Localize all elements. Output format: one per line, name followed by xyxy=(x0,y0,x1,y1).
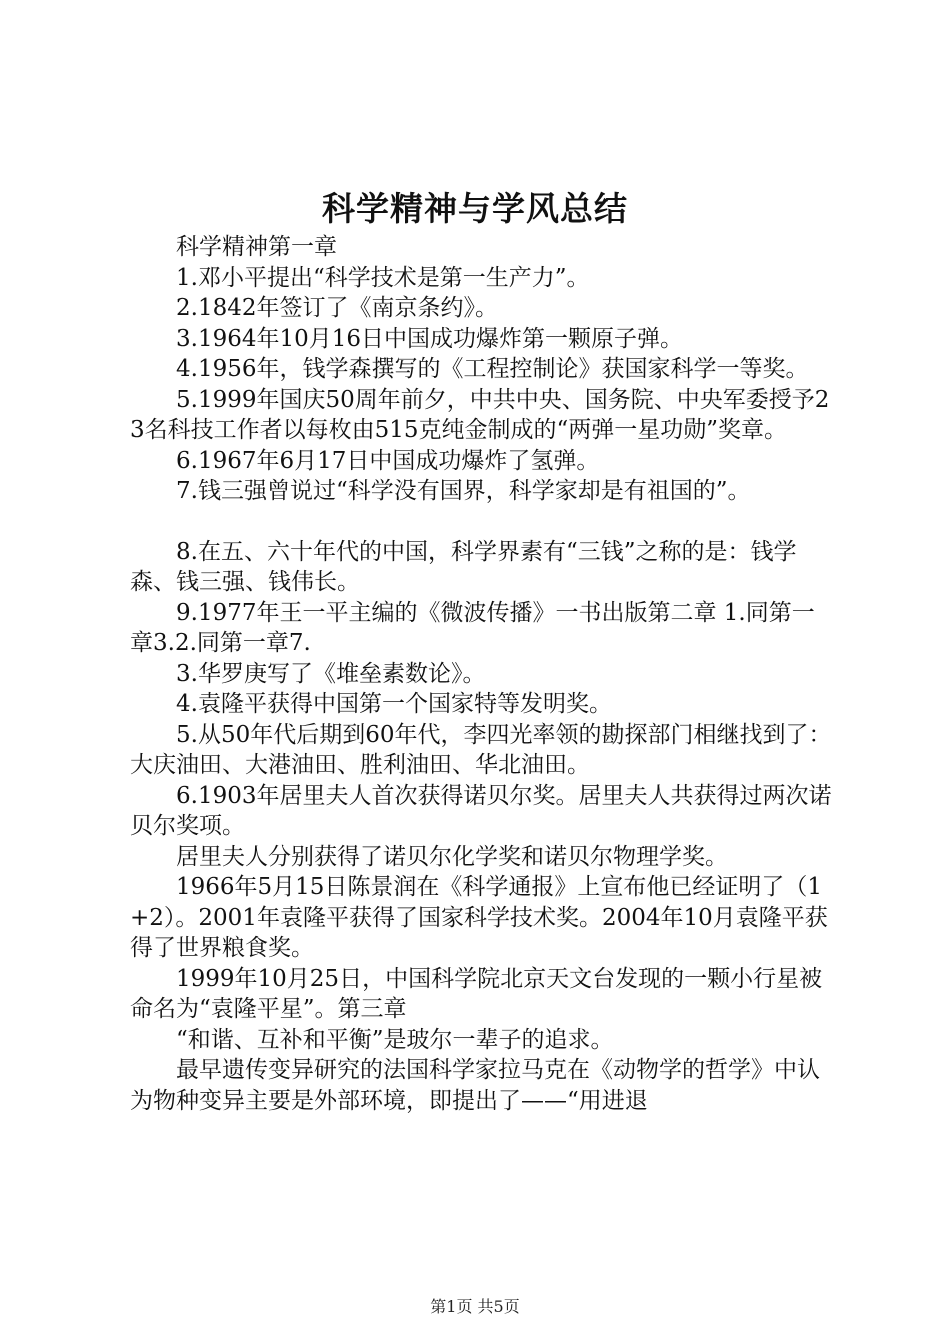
paragraph: 4.袁隆平获得中国第一个国家特等发明奖。 xyxy=(176,691,612,717)
paragraph: 9.1977年王一平主编的《微波传播》一书出版第二章 1.同第一章3.2.同第一章7. xyxy=(130,599,815,656)
paragraph: 最早遗传变异研究的法国科学家拉马克在《动物学的哲学》中认为物种变异主要是外部环境，即提出了——“用进退 xyxy=(130,1057,820,1114)
paragraph: 7.钱三强曾说过“科学没有国界，科学家却是有祖国的”。 xyxy=(176,478,751,504)
document-body xyxy=(130,232,832,1116)
paragraph: 1966年5月15日陈景润在《科学通报》上宣布他已经证明了（1+2）。2001年袁隆平获得了国家科学技术奖。2004年10月袁隆平获得了世界粮食奖。 xyxy=(130,874,828,961)
blank-line xyxy=(130,507,832,537)
paragraph: 4.1956年，钱学森撰写的《工程控制论》获国家科学一等奖。 xyxy=(176,356,809,382)
paragraph: “和谐、互补和平衡”是玻尔一辈子的追求。 xyxy=(176,1026,614,1053)
paragraph: 6.1967年6月17日中国成功爆炸了氢弹。 xyxy=(176,447,600,474)
paragraph: 居里夫人分别获得了诺贝尔化学奖和诺贝尔物理学奖。 xyxy=(176,843,728,870)
paragraph: 1999年10月25日，中国科学院北京天文台发现的一颗小行星被命名为“袁隆平星”。第三章 xyxy=(130,965,823,1022)
paragraph: 5.从50年代后期到60年代，李四光率领的勘探部门相继找到了：大庆油田、大港油田、胜利油田、华北油田。 xyxy=(130,721,832,778)
chapter-heading: 科学精神第一章 xyxy=(176,234,337,260)
paragraph: 2.1842年签订了《南京条约》。 xyxy=(176,295,498,321)
paragraph: 3.华罗庚写了《堆垒素数论》。 xyxy=(176,660,486,687)
page-number-footer: 第1页 共5页 xyxy=(430,1297,520,1316)
paragraph: 8.在五、六十年代的中国，科学界素有“三钱”之称的是：钱学森、钱三强、钱伟长。 xyxy=(130,538,797,595)
paragraph: 3.1964年10月16日中国成功爆炸第一颗原子弹。 xyxy=(176,325,684,352)
document-title: 科学精神与学风总结 xyxy=(322,189,628,228)
paragraph: 6.1903年居里夫人首次获得诺贝尔奖。居里夫人共获得过两次诺贝尔奖项。 xyxy=(130,782,832,839)
paragraph: 1.邓小平提出“科学技术是第一生产力”。 xyxy=(176,264,590,291)
paragraph: 5.1999年国庆50周年前夕，中共中央、国务院、中央军委授予23名科技工作者以每枚由515克纯金制成的“两弹一星功勋”奖章。 xyxy=(130,386,830,443)
